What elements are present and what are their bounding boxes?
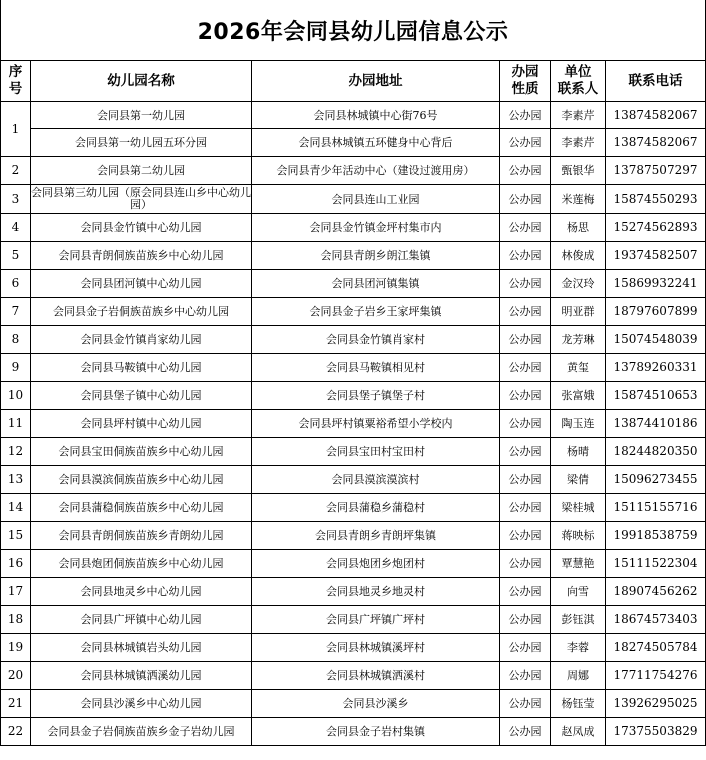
cell-address: 会同县金子岩乡王家坪集镇 (252, 298, 500, 326)
cell-address: 会同县漠滨漠滨村 (252, 466, 500, 494)
cell-name: 会同县广坪镇中心幼儿园 (31, 606, 252, 634)
cell-address: 会同县林城镇溪坪村 (252, 634, 500, 662)
cell-nature: 公办园 (500, 494, 551, 522)
cell-index: 5 (1, 242, 31, 270)
cell-phone: 15096273455 (606, 466, 706, 494)
cell-contact: 李蓉 (551, 634, 606, 662)
cell-address: 会同县团河镇集镇 (252, 270, 500, 298)
cell-address: 会同县林城镇中心街76号 (252, 102, 500, 129)
table-row (1, 690, 706, 718)
table-row (1, 466, 706, 494)
cell-nature: 公办园 (500, 157, 551, 185)
cell-phone: 15115155716 (606, 494, 706, 522)
cell-address: 会同县蒲稳乡蒲稳村 (252, 494, 500, 522)
cell-index: 17 (1, 578, 31, 606)
cell-name: 会同县第三幼儿园（原会同县连山乡中心幼儿园） (31, 185, 252, 214)
cell-contact: 向雪 (551, 578, 606, 606)
cell-nature: 公办园 (500, 522, 551, 550)
cell-phone: 17711754276 (606, 662, 706, 690)
cell-address: 会同县堡子镇堡子村 (252, 382, 500, 410)
cell-address: 会同县沙溪乡 (252, 690, 500, 718)
cell-contact: 杨钰莹 (551, 690, 606, 718)
cell-contact: 梁倩 (551, 466, 606, 494)
table-row (1, 578, 706, 606)
table-row (1, 298, 706, 326)
table-row (1, 326, 706, 354)
cell-index: 8 (1, 326, 31, 354)
cell-contact: 米莲梅 (551, 185, 606, 214)
cell-nature: 公办园 (500, 578, 551, 606)
cell-index: 20 (1, 662, 31, 690)
cell-contact: 黄玺 (551, 354, 606, 382)
cell-phone: 13874582067 (606, 129, 706, 157)
cell-phone: 17375503829 (606, 718, 706, 746)
cell-address: 会同县宝田村宝田村 (252, 438, 500, 466)
cell-contact: 甄银华 (551, 157, 606, 185)
cell-nature: 公办园 (500, 270, 551, 298)
cell-contact: 杨晴 (551, 438, 606, 466)
cell-phone: 13926295025 (606, 690, 706, 718)
cell-name: 会同县坪村镇中心幼儿园 (31, 410, 252, 438)
cell-address: 会同县金竹镇肖家村 (252, 326, 500, 354)
cell-address: 会同县青少年活动中心（建设过渡用房） (252, 157, 500, 185)
cell-name: 会同县地灵乡中心幼儿园 (31, 578, 252, 606)
cell-name: 会同县第一幼儿园五环分园 (31, 129, 252, 157)
cell-name: 会同县第一幼儿园 (31, 102, 252, 129)
cell-phone: 19374582507 (606, 242, 706, 270)
cell-index: 1 (1, 102, 31, 157)
cell-name: 会同县团河镇中心幼儿园 (31, 270, 252, 298)
cell-index: 4 (1, 214, 31, 242)
page-title: 2026年会同县幼儿园信息公示 (0, 0, 706, 60)
cell-contact: 赵凤成 (551, 718, 606, 746)
cell-name: 会同县林城镇岩头幼儿园 (31, 634, 252, 662)
cell-index: 7 (1, 298, 31, 326)
kindergarten-table (0, 60, 706, 746)
cell-nature: 公办园 (500, 326, 551, 354)
cell-contact: 金汉玲 (551, 270, 606, 298)
cell-contact: 周娜 (551, 662, 606, 690)
cell-address: 会同县青朗乡朗江集镇 (252, 242, 500, 270)
cell-nature: 公办园 (500, 102, 551, 129)
cell-contact: 陶玉连 (551, 410, 606, 438)
header-index: 序 号 (1, 61, 31, 102)
table-row (1, 522, 706, 550)
cell-index: 6 (1, 270, 31, 298)
cell-contact: 林俊成 (551, 242, 606, 270)
cell-address: 会同县坪村镇粟裕希望小学校内 (252, 410, 500, 438)
cell-name: 会同县宝田侗族苗族乡中心幼儿园 (31, 438, 252, 466)
cell-name: 会同县漠滨侗族苗族乡中心幼儿园 (31, 466, 252, 494)
cell-index: 16 (1, 550, 31, 578)
cell-nature: 公办园 (500, 185, 551, 214)
table-row (1, 270, 706, 298)
cell-nature: 公办园 (500, 242, 551, 270)
cell-phone: 19918538759 (606, 522, 706, 550)
cell-name: 会同县沙溪乡中心幼儿园 (31, 690, 252, 718)
cell-index: 13 (1, 466, 31, 494)
cell-index: 21 (1, 690, 31, 718)
cell-name: 会同县金竹镇中心幼儿园 (31, 214, 252, 242)
cell-phone: 18797607899 (606, 298, 706, 326)
cell-index: 11 (1, 410, 31, 438)
cell-nature: 公办园 (500, 634, 551, 662)
cell-phone: 13874410186 (606, 410, 706, 438)
table-row (1, 102, 706, 129)
table-row (1, 157, 706, 185)
cell-nature: 公办园 (500, 354, 551, 382)
cell-index: 9 (1, 354, 31, 382)
cell-name: 会同县堡子镇中心幼儿园 (31, 382, 252, 410)
cell-phone: 15869932241 (606, 270, 706, 298)
header-address: 办园地址 (252, 61, 500, 102)
table-row (1, 242, 706, 270)
cell-contact: 蒋映标 (551, 522, 606, 550)
cell-address: 会同县金竹镇金坪村集市内 (252, 214, 500, 242)
cell-phone: 13787507297 (606, 157, 706, 185)
cell-index: 3 (1, 185, 31, 214)
cell-contact: 梁桂城 (551, 494, 606, 522)
table-row (1, 634, 706, 662)
cell-index: 2 (1, 157, 31, 185)
cell-address: 会同县炮团乡炮团村 (252, 550, 500, 578)
cell-contact: 明亚群 (551, 298, 606, 326)
cell-address: 会同县林城镇五环健身中心背后 (252, 129, 500, 157)
cell-name: 会同县金竹镇肖家幼儿园 (31, 326, 252, 354)
cell-phone: 15874550293 (606, 185, 706, 214)
cell-name: 会同县马鞍镇中心幼儿园 (31, 354, 252, 382)
cell-phone: 18274505784 (606, 634, 706, 662)
cell-index: 14 (1, 494, 31, 522)
cell-index: 19 (1, 634, 31, 662)
cell-index: 12 (1, 438, 31, 466)
table-row (1, 662, 706, 690)
cell-phone: 18907456262 (606, 578, 706, 606)
table-row (1, 214, 706, 242)
cell-address: 会同县广坪镇广坪村 (252, 606, 500, 634)
cell-contact: 龙芳琳 (551, 326, 606, 354)
cell-name: 会同县林城镇洒溪幼儿园 (31, 662, 252, 690)
cell-index: 10 (1, 382, 31, 410)
header-contact: 单位 联系人 (551, 61, 606, 102)
cell-nature: 公办园 (500, 718, 551, 746)
cell-name: 会同县蒲稳侗族苗族乡中心幼儿园 (31, 494, 252, 522)
cell-contact: 李素芹 (551, 102, 606, 129)
cell-contact: 张富娥 (551, 382, 606, 410)
table-row (1, 382, 706, 410)
cell-name: 会同县青朗侗族苗族乡青朗幼儿园 (31, 522, 252, 550)
cell-nature: 公办园 (500, 382, 551, 410)
cell-phone: 15874510653 (606, 382, 706, 410)
table-row (1, 410, 706, 438)
table-row (1, 438, 706, 466)
cell-index: 22 (1, 718, 31, 746)
cell-name: 会同县金子岩侗族苗族乡中心幼儿园 (31, 298, 252, 326)
cell-nature: 公办园 (500, 214, 551, 242)
cell-address: 会同县林城镇洒溪村 (252, 662, 500, 690)
cell-name: 会同县金子岩侗族苗族乡金子岩幼儿园 (31, 718, 252, 746)
table-row (1, 354, 706, 382)
header-name: 幼儿园名称 (31, 61, 252, 102)
cell-phone: 18244820350 (606, 438, 706, 466)
cell-name: 会同县炮团侗族苗族乡中心幼儿园 (31, 550, 252, 578)
cell-address: 会同县金子岩村集镇 (252, 718, 500, 746)
cell-nature: 公办园 (500, 129, 551, 157)
cell-phone: 15111522304 (606, 550, 706, 578)
header-nature: 办园 性质 (500, 61, 551, 102)
cell-address: 会同县马鞍镇相见村 (252, 354, 500, 382)
cell-nature: 公办园 (500, 690, 551, 718)
cell-phone: 13789260331 (606, 354, 706, 382)
cell-name: 会同县青朗侗族苗族乡中心幼儿园 (31, 242, 252, 270)
table-row (1, 185, 706, 214)
cell-index: 18 (1, 606, 31, 634)
cell-nature: 公办园 (500, 410, 551, 438)
cell-nature: 公办园 (500, 662, 551, 690)
cell-address: 会同县青朗乡青朗坪集镇 (252, 522, 500, 550)
table-body (1, 102, 706, 746)
cell-index: 15 (1, 522, 31, 550)
table-row (1, 129, 706, 157)
cell-contact: 覃慧艳 (551, 550, 606, 578)
cell-contact: 杨思 (551, 214, 606, 242)
header-phone: 联系电话 (606, 61, 706, 102)
cell-nature: 公办园 (500, 298, 551, 326)
cell-phone: 15074548039 (606, 326, 706, 354)
table-row (1, 718, 706, 746)
table-row (1, 550, 706, 578)
cell-phone: 13874582067 (606, 102, 706, 129)
cell-phone: 15274562893 (606, 214, 706, 242)
cell-nature: 公办园 (500, 438, 551, 466)
cell-nature: 公办园 (500, 606, 551, 634)
cell-contact: 李素芹 (551, 129, 606, 157)
cell-address: 会同县地灵乡地灵村 (252, 578, 500, 606)
cell-name: 会同县第二幼儿园 (31, 157, 252, 185)
cell-nature: 公办园 (500, 466, 551, 494)
cell-address: 会同县连山工业园 (252, 185, 500, 214)
cell-phone: 18674573403 (606, 606, 706, 634)
header-row (1, 61, 706, 102)
table-row (1, 494, 706, 522)
cell-contact: 彭钰淇 (551, 606, 606, 634)
table-row (1, 606, 706, 634)
cell-nature: 公办园 (500, 550, 551, 578)
